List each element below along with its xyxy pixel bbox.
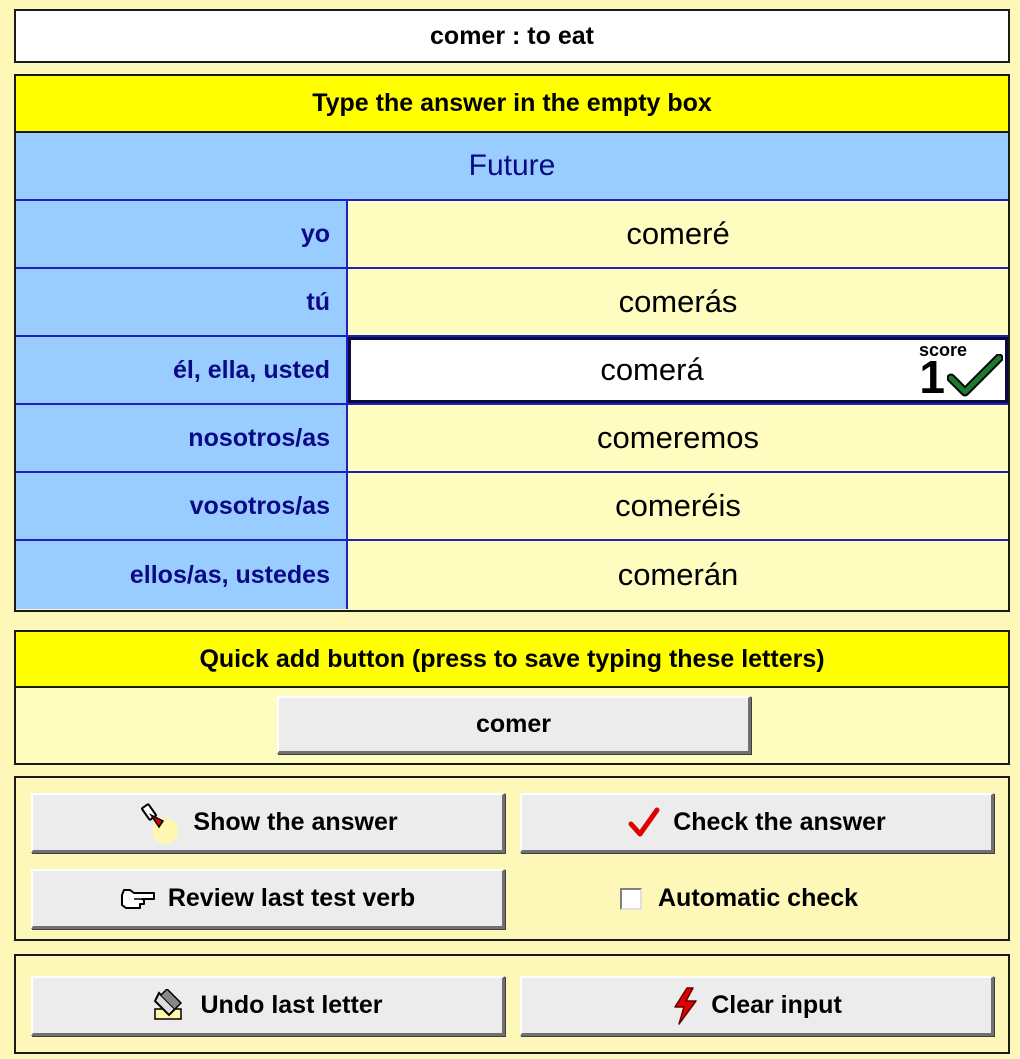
- answer-field[interactable]: [348, 473, 1008, 539]
- quick-add-button[interactable]: [277, 696, 751, 754]
- answer-text: comeréis: [615, 488, 741, 523]
- tense-label: Future: [468, 149, 556, 182]
- action-panel: [14, 776, 1010, 941]
- quick-add-panel: [14, 630, 1010, 765]
- lightning-icon: [671, 987, 699, 1025]
- conjugation-panel: [14, 74, 1010, 612]
- quick-add-title: [16, 632, 1008, 688]
- undo-last-letter-button[interactable]: [31, 976, 505, 1036]
- quick-add-title-text: Quick add button (press to save typing these letters): [199, 644, 825, 673]
- answer-field[interactable]: [348, 201, 1008, 267]
- check-answer-button[interactable]: [520, 793, 994, 853]
- answer-field[interactable]: [348, 405, 1008, 471]
- pronoun-label: vosotros/as: [16, 473, 348, 539]
- conjugation-row: [16, 337, 1008, 405]
- answer-text: comeré: [626, 216, 730, 251]
- eraser-icon: [153, 989, 189, 1023]
- pointing-hand-icon: [120, 887, 156, 911]
- answer-text: comerán: [617, 557, 739, 592]
- checkbox-box[interactable]: [620, 888, 642, 910]
- tense-title: [16, 133, 1008, 201]
- quick-add-body: [16, 688, 1008, 763]
- answer-text: comerá: [600, 352, 704, 387]
- checkmark-icon: [947, 354, 1003, 400]
- answer-text: comerás: [618, 284, 738, 319]
- pronoun-label: yo: [16, 201, 348, 267]
- conjugation-row: [16, 473, 1008, 541]
- check-answer-label: Check the answer: [673, 808, 886, 836]
- pronoun-label: él, ella, usted: [16, 337, 348, 403]
- answer-field-active[interactable]: [348, 337, 1008, 403]
- pronoun-label: ellos/as, ustedes: [16, 541, 348, 609]
- instruction-text: Type the answer in the empty box: [312, 89, 712, 117]
- undo-last-letter-label: Undo last letter: [200, 991, 383, 1019]
- conjugation-row: [16, 541, 1008, 609]
- answer-text: comeremos: [597, 420, 759, 455]
- conjugation-row: [16, 269, 1008, 337]
- edit-panel: [14, 954, 1010, 1054]
- show-answer-label: Show the answer: [193, 808, 398, 836]
- score-label: score: [918, 340, 967, 360]
- conjugation-row: [16, 405, 1008, 473]
- instruction-banner: [16, 76, 1008, 133]
- conjugation-row: [16, 201, 1008, 269]
- clear-input-button[interactable]: [520, 976, 994, 1036]
- checkmark-icon: [627, 806, 661, 840]
- clear-input-label: Clear input: [711, 991, 842, 1019]
- answer-field[interactable]: [348, 269, 1008, 335]
- quick-add-button-label: comer: [475, 710, 552, 738]
- automatic-check-label: Automatic check: [658, 884, 859, 912]
- pronoun-label: tú: [16, 269, 348, 335]
- pronoun-label: nosotros/as: [16, 405, 348, 471]
- answer-field[interactable]: [348, 541, 1008, 609]
- flashlight-icon: [137, 801, 181, 845]
- score-value: 1: [919, 351, 945, 403]
- verb-header: [14, 9, 1010, 63]
- automatic-check-checkbox[interactable]: [620, 884, 858, 913]
- review-last-verb-label: Review last test verb: [167, 884, 416, 912]
- review-last-verb-button[interactable]: [31, 869, 505, 929]
- show-answer-button[interactable]: [31, 793, 505, 853]
- verb-header-text: comer : to eat: [430, 21, 594, 50]
- score-badge: [899, 340, 1003, 402]
